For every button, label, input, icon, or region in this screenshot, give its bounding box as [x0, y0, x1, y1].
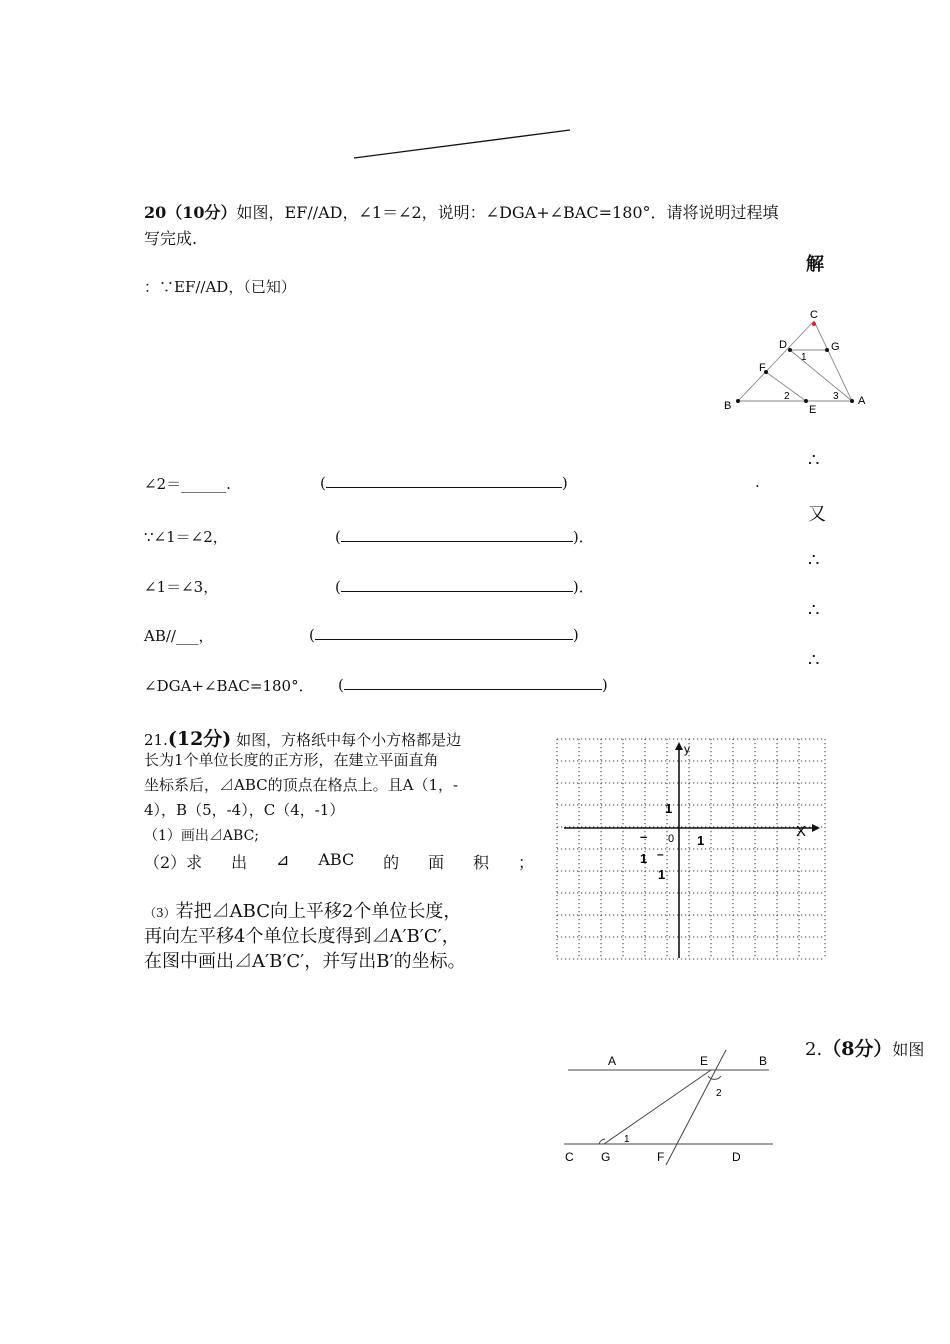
- q20-step0: ：∵EF//AD，（已知）: [144, 278, 296, 296]
- q20-title: [144, 200, 779, 223]
- top-divider-line: [0, 0, 950, 200]
- fig22-label-f: F: [657, 1150, 665, 1164]
- q22-score: （8分）: [822, 1038, 893, 1060]
- fig20-angle-1: 1: [801, 352, 807, 363]
- fig20-angle-2: 2: [784, 391, 790, 402]
- q21-part1: （1）画出⊿ABC;: [144, 828, 259, 844]
- fig20-angle-3: 3: [833, 391, 839, 402]
- side-glyph-also: 又: [808, 504, 826, 525]
- fig22-label-c: C: [565, 1150, 574, 1164]
- grid-label-origin: 0: [668, 833, 675, 845]
- q20-step1-reason: ( ): [320, 474, 568, 492]
- fig20-label-g: G: [831, 341, 840, 353]
- q22-parallel-lines-figure: [556, 1048, 781, 1170]
- q21-line4: 4），B（5，-4），C（4，-1）: [144, 801, 345, 819]
- grid-label-neg-one-y: 1: [658, 867, 666, 882]
- q21-line1: [144, 724, 461, 751]
- q20-step4-blank[interactable]: [315, 625, 573, 640]
- q20-step2-blank[interactable]: [341, 527, 573, 542]
- fig22-label-b: B: [759, 1054, 768, 1068]
- q22-header: [805, 1034, 924, 1061]
- q20-step1-left: ∠2＝______.: [144, 475, 231, 493]
- fig22-label-a: A: [608, 1054, 617, 1068]
- q20-step2-reason: ( )．: [335, 528, 594, 546]
- side-glyph-therefore-2: ∴: [808, 550, 820, 571]
- grid-label-y-one: 1: [665, 801, 673, 816]
- q21-part3-line3: 在图中画出⊿A′B′C′，并写出B′的坐标。: [144, 951, 466, 972]
- q20-step3-reason: ( )．: [335, 578, 594, 596]
- q21-number: 21.: [144, 731, 168, 749]
- fig22-label-d: D: [732, 1150, 741, 1164]
- q20-step3-left: ∠1＝∠3，: [144, 578, 219, 596]
- q22-number: 2.: [805, 1039, 823, 1060]
- fig22-angle-2: 2: [716, 1088, 722, 1099]
- q20-step5-blank[interactable]: [344, 675, 602, 690]
- fig20-label-b: B: [724, 400, 732, 412]
- q20-triangle-figure: [718, 305, 878, 420]
- grid-dotted-lines: [557, 739, 825, 959]
- grid-label-neg-one-x: 1: [640, 851, 648, 866]
- fig20-label-e: E: [809, 404, 817, 416]
- q20-score: （10分）: [166, 203, 237, 222]
- fig20-label-f: F: [759, 362, 766, 374]
- q22-intro: 如图: [892, 1040, 925, 1059]
- q21-coordinate-grid: [550, 732, 840, 967]
- q20-title-text: 如图，EF//AD，∠1＝∠2，说明：∠DGA+∠BAC=180°．请将说明过程填: [236, 203, 779, 222]
- grid-label-neg-dash-x: –: [640, 829, 648, 844]
- q20-step4-left: AB//___，: [144, 627, 214, 645]
- grid-label-x-one: 1: [697, 833, 705, 848]
- fig22-label-g: G: [601, 1150, 611, 1164]
- side-glyph-therefore-4: ∴: [808, 650, 820, 671]
- q20-title-line2: 写完成.: [144, 229, 198, 248]
- q20-step3-blank[interactable]: [341, 577, 573, 592]
- q20-step1-dot: .: [755, 473, 760, 491]
- fig22-label-e: E: [700, 1054, 709, 1068]
- q21-score: (12分): [167, 728, 232, 750]
- q20-step4-reason: ( ): [309, 626, 579, 644]
- fig20-label-c: C: [810, 309, 818, 321]
- fig20-label-a: A: [858, 395, 866, 407]
- fig20-label-d: D: [779, 339, 787, 351]
- q20-solve-label: 解: [806, 254, 824, 275]
- grid-label-neg-dash-y: –: [657, 847, 664, 861]
- q20-number: 20: [144, 203, 167, 222]
- q21-line3: 坐标系后，⊿ABC的顶点在格点上。且A（1，-: [144, 776, 459, 794]
- q21-part2: （2）求 出 ⊿ ABC 的 面 积 ；: [144, 850, 534, 872]
- grid-label-y: y: [684, 742, 690, 756]
- fig22-angle-1: 1: [624, 1134, 630, 1145]
- q20-step5-reason: ( ): [338, 676, 608, 694]
- q20-step5-left: ∠DGA+∠BAC=180°．: [144, 677, 314, 695]
- q21-line2: 长为1个单位长度的正方形，在建立平面直角: [144, 751, 439, 769]
- x-axis-arrow-icon: [812, 824, 820, 832]
- grid-label-x: X: [796, 823, 807, 840]
- y-axis-arrow-icon: [675, 742, 683, 750]
- q21-part3-line2: 再向左平移4个单位长度得到⊿A′B′C′，: [144, 926, 460, 947]
- q21-part3-number: （3）: [144, 906, 176, 920]
- q20-step2-left: ∵∠1＝∠2，: [144, 528, 228, 546]
- q21-part3-line1: （3）若把⊿ABC向上平移2个单位长度，: [144, 901, 462, 922]
- side-glyph-therefore-1: ∴: [808, 450, 820, 471]
- side-glyph-therefore-3: ∴: [808, 600, 820, 621]
- q20-step1-blank[interactable]: [326, 473, 562, 488]
- q21-intro: 如图，方格纸中每个小方格都是边: [236, 731, 462, 749]
